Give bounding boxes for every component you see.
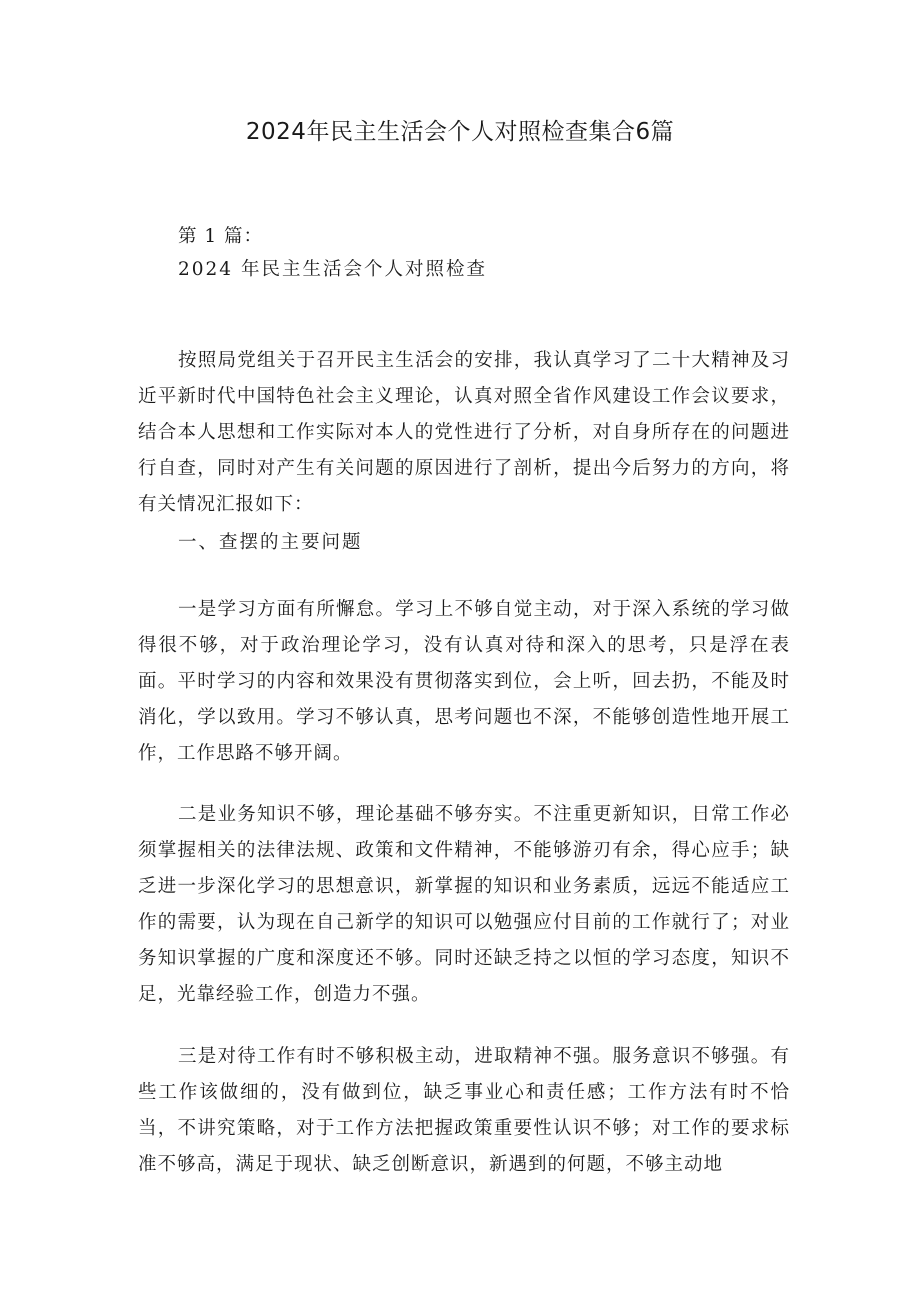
section-subtitle: 2024 年民主生活会个人对照检查	[178, 259, 487, 280]
problem-paragraph-2: 二是业务知识不够，理论基础不够夯实。不注重更新知识，日常工作必须掌握相关的法律法规、政策和文件精神，不能够游刃有余，得心应手；缺乏进一步深化学习的思想意识，新掌握的知识和业务素质，远远不能适应工作的需要，认为现在自己新学的知识可以勉强应付目前的工作就行了；对业务知识掌握的广度和深度还不够。同时还缺乏持之以恒的学习态度，知识不足，光靠经验工作，创造力不强。	[138, 804, 790, 1005]
chapter-label: 第 1 篇：	[178, 226, 264, 247]
document-title: 2024年民主生活会个人对照检查集合6篇	[245, 119, 675, 145]
problem-paragraph-1: 一是学习方面有所懈怠。学习上不够自觉主动，对于深入系统的学习做得很不够，对于政治理论学习，没有认真对待和深入的思考，只是浮在表面。平时学习的内容和效果没有贯彻落实到位，会上听，回去扔，不能及时消化，学以致用。学习不够认真，思考问题也不深，不能够创造性地开展工作，工作思路不够开阔。	[138, 599, 790, 764]
problem-paragraph-3: 三是对待工作有时不够积极主动，进取精神不强。服务意识不够强。有些工作该做细的，没有做到位，缺乏事业心和责任感；工作方法有时不恰当，不讲究策略，对于工作方法把握政策重要性认识不够；对工作的要求标准不够高，满足于现状、缺乏创断意识，新遇到的何题，不够主动地	[138, 1046, 790, 1175]
section-heading: 一、查摆的主要问题	[178, 532, 363, 553]
intro-paragraph: 按照局党组关于召开民主生活会的安排，我认真学习了二十大精神及习近平新时代中国特色社会主义理论，认真对照全省作风建设工作会议要求，结合本人思想和工作实际对本人的党性进行了分析，对自身所存在的问题进行自查，同时对产生有关问题的原因进行了剖析，提出今后努力的方向，将有关情况汇报如下：	[138, 350, 790, 515]
